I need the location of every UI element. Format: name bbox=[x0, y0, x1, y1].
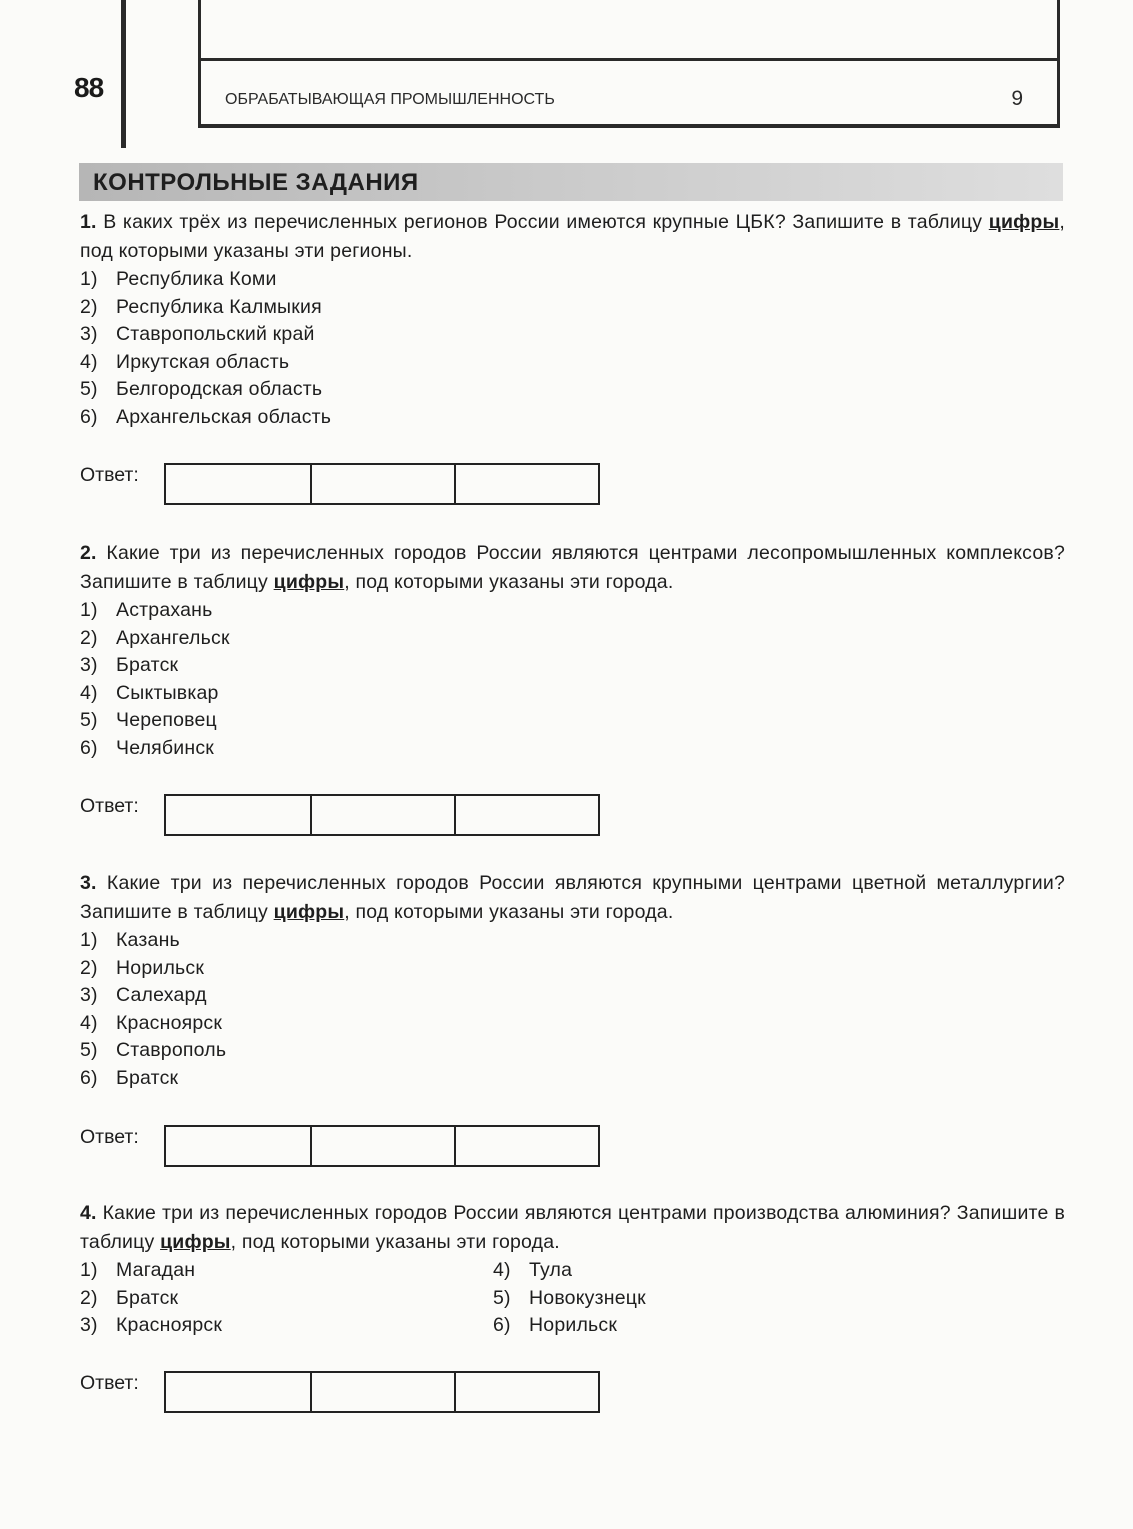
option-number: 1) bbox=[80, 929, 98, 951]
margin-rule bbox=[121, 0, 126, 148]
question-text-part: , под которыми указаны эти города. bbox=[344, 901, 674, 923]
answer-cell-2[interactable] bbox=[310, 1373, 454, 1411]
answer-cell-3[interactable] bbox=[454, 1373, 598, 1411]
answer-cell-3[interactable] bbox=[454, 465, 598, 503]
option-item bbox=[80, 321, 1065, 349]
section-banner bbox=[79, 163, 1063, 201]
answer-cell-2[interactable] bbox=[310, 796, 454, 834]
option-item bbox=[493, 1257, 906, 1285]
page-number: 88 bbox=[74, 72, 104, 103]
keyword: цифры bbox=[988, 211, 1060, 233]
option-number: 1) bbox=[80, 1259, 98, 1281]
option-number: 2) bbox=[80, 626, 98, 649]
option-label: Норильск bbox=[116, 956, 205, 979]
answer-label: Ответ: bbox=[80, 795, 139, 817]
question-2 bbox=[80, 539, 1065, 762]
option-number: 5) bbox=[493, 1286, 511, 1309]
option-number: 6) bbox=[80, 736, 98, 759]
question-text bbox=[80, 869, 1065, 927]
keyword: цифры bbox=[160, 1231, 231, 1253]
question-text bbox=[80, 208, 1065, 266]
option-label: Архангельск bbox=[116, 626, 230, 649]
option-item bbox=[80, 927, 1065, 955]
option-item bbox=[80, 982, 1065, 1010]
option-label: Череповец bbox=[116, 709, 217, 731]
keyword: цифры bbox=[273, 901, 345, 923]
question-number: 4. bbox=[80, 1202, 97, 1224]
option-number: 4) bbox=[80, 681, 98, 704]
question-text bbox=[80, 1199, 1065, 1257]
option-label: Республика Коми bbox=[116, 268, 277, 290]
question-text-part: , под которыми указаны эти города. bbox=[230, 1231, 560, 1253]
question-text-part: Какие три из перечисленных городов России являются крупными центрами цветной металлургии? Запишите в таблицу bbox=[80, 872, 1065, 923]
option-label: Белгородская область bbox=[116, 378, 323, 400]
header-rule-right bbox=[1057, 0, 1060, 58]
option-label: Архангельская область bbox=[116, 405, 332, 428]
option-number: 5) bbox=[80, 1039, 98, 1061]
option-number: 6) bbox=[493, 1314, 511, 1336]
option-number: 1) bbox=[80, 599, 98, 621]
option-item bbox=[80, 1312, 493, 1340]
option-item bbox=[80, 597, 1065, 625]
option-item bbox=[493, 1312, 906, 1340]
option-label: Красноярск bbox=[116, 1314, 223, 1336]
option-label: Ставрополь bbox=[116, 1039, 227, 1061]
option-number: 3) bbox=[80, 323, 98, 345]
option-number: 3) bbox=[80, 1314, 98, 1336]
option-item bbox=[493, 1285, 906, 1313]
answer-grid bbox=[164, 1125, 600, 1167]
options-list bbox=[80, 266, 1065, 431]
option-number: 3) bbox=[80, 654, 98, 676]
option-number: 2) bbox=[80, 956, 98, 979]
option-label: Магадан bbox=[116, 1259, 196, 1281]
option-item bbox=[80, 735, 1065, 763]
option-label: Братск bbox=[116, 1066, 179, 1089]
option-number: 6) bbox=[80, 405, 98, 428]
answer-grid bbox=[164, 1371, 600, 1413]
question-text bbox=[80, 539, 1065, 597]
answer-label: Ответ: bbox=[80, 1372, 139, 1394]
option-item bbox=[80, 652, 1065, 680]
options-list-right bbox=[493, 1257, 906, 1340]
answer-cell-1[interactable] bbox=[166, 796, 310, 834]
option-label: Ставропольский край bbox=[116, 323, 315, 345]
option-item bbox=[80, 1065, 1065, 1093]
option-item bbox=[80, 1010, 1065, 1038]
answer-grid bbox=[164, 463, 600, 505]
answer-cell-2[interactable] bbox=[310, 1127, 454, 1165]
answer-cell-1[interactable] bbox=[166, 465, 310, 503]
option-label: Астрахань bbox=[116, 599, 213, 621]
question-4 bbox=[80, 1199, 1065, 1340]
option-number: 5) bbox=[80, 709, 98, 731]
option-number: 2) bbox=[80, 1286, 98, 1309]
answer-grid bbox=[164, 794, 600, 836]
running-header bbox=[198, 58, 1060, 128]
option-item bbox=[80, 404, 1065, 432]
keyword: цифры bbox=[273, 571, 345, 593]
question-text-part: Какие три из перечисленных городов России являются центрами производства алюминия? Запишите в таблицу bbox=[80, 1202, 1065, 1253]
answer-label: Ответ: bbox=[80, 464, 139, 486]
answer-cell-1[interactable] bbox=[166, 1373, 310, 1411]
chapter-number: 9 bbox=[1011, 87, 1023, 110]
option-number: 4) bbox=[80, 1011, 98, 1034]
option-label: Сыктывкар bbox=[116, 681, 219, 704]
header-rule-left bbox=[198, 0, 201, 58]
option-item bbox=[80, 680, 1065, 708]
section-title: КОНТРОЛЬНЫЕ ЗАДАНИЯ bbox=[93, 169, 419, 196]
option-item bbox=[80, 1037, 1065, 1065]
option-item bbox=[80, 707, 1065, 735]
option-label: Челябинск bbox=[116, 736, 215, 759]
option-item bbox=[80, 955, 1065, 983]
question-number: 1. bbox=[80, 211, 97, 233]
answer-cell-3[interactable] bbox=[454, 1127, 598, 1165]
question-text-part: , под которыми указаны эти регионы. bbox=[80, 211, 1065, 262]
option-label: Казань bbox=[116, 929, 180, 951]
question-text-part: В каких трёх из перечисленных регионов России имеются крупные ЦБК? Запишите в таблицу bbox=[96, 211, 989, 233]
option-number: 2) bbox=[80, 295, 98, 318]
question-number: 2. bbox=[80, 542, 97, 564]
option-label: Красноярск bbox=[116, 1011, 223, 1034]
chapter-title: ОБРАБАТЫВАЮЩАЯ ПРОМЫШЛЕННОСТЬ bbox=[225, 91, 555, 108]
options-list-left bbox=[80, 1257, 493, 1340]
options-columns bbox=[80, 1257, 1065, 1340]
option-item bbox=[80, 376, 1065, 404]
question-1 bbox=[80, 208, 1065, 431]
option-number: 6) bbox=[80, 1066, 98, 1089]
option-label: Республика Калмыкия bbox=[116, 295, 322, 318]
option-number: 3) bbox=[80, 984, 98, 1006]
question-number: 3. bbox=[80, 872, 97, 894]
option-label: Братск bbox=[116, 654, 179, 676]
option-item bbox=[80, 266, 1065, 294]
answer-label: Ответ: bbox=[80, 1126, 139, 1148]
options-list bbox=[80, 927, 1065, 1092]
options-list bbox=[80, 597, 1065, 762]
option-label: Норильск bbox=[529, 1314, 618, 1336]
option-item bbox=[80, 625, 1065, 653]
question-text-part: Какие три из перечисленных городов России являются центрами лесопромышленных комплексов? Запишите в таблицу bbox=[80, 542, 1065, 593]
option-label: Братск bbox=[116, 1286, 179, 1309]
option-label: Салехард bbox=[116, 984, 207, 1006]
option-number: 1) bbox=[80, 268, 98, 290]
option-number: 4) bbox=[493, 1259, 511, 1281]
option-number: 4) bbox=[80, 350, 98, 373]
option-item bbox=[80, 349, 1065, 377]
option-number: 5) bbox=[80, 378, 98, 400]
question-3 bbox=[80, 869, 1065, 1092]
question-text-part: , под которыми указаны эти города. bbox=[344, 571, 674, 593]
option-item bbox=[80, 1285, 493, 1313]
option-label: Тула bbox=[529, 1259, 573, 1281]
option-item bbox=[80, 294, 1065, 322]
option-label: Иркутская область bbox=[116, 350, 290, 373]
answer-cell-3[interactable] bbox=[454, 796, 598, 834]
option-label: Новокузнецк bbox=[529, 1286, 646, 1309]
option-item bbox=[80, 1257, 493, 1285]
answer-cell-2[interactable] bbox=[310, 465, 454, 503]
answer-cell-1[interactable] bbox=[166, 1127, 310, 1165]
